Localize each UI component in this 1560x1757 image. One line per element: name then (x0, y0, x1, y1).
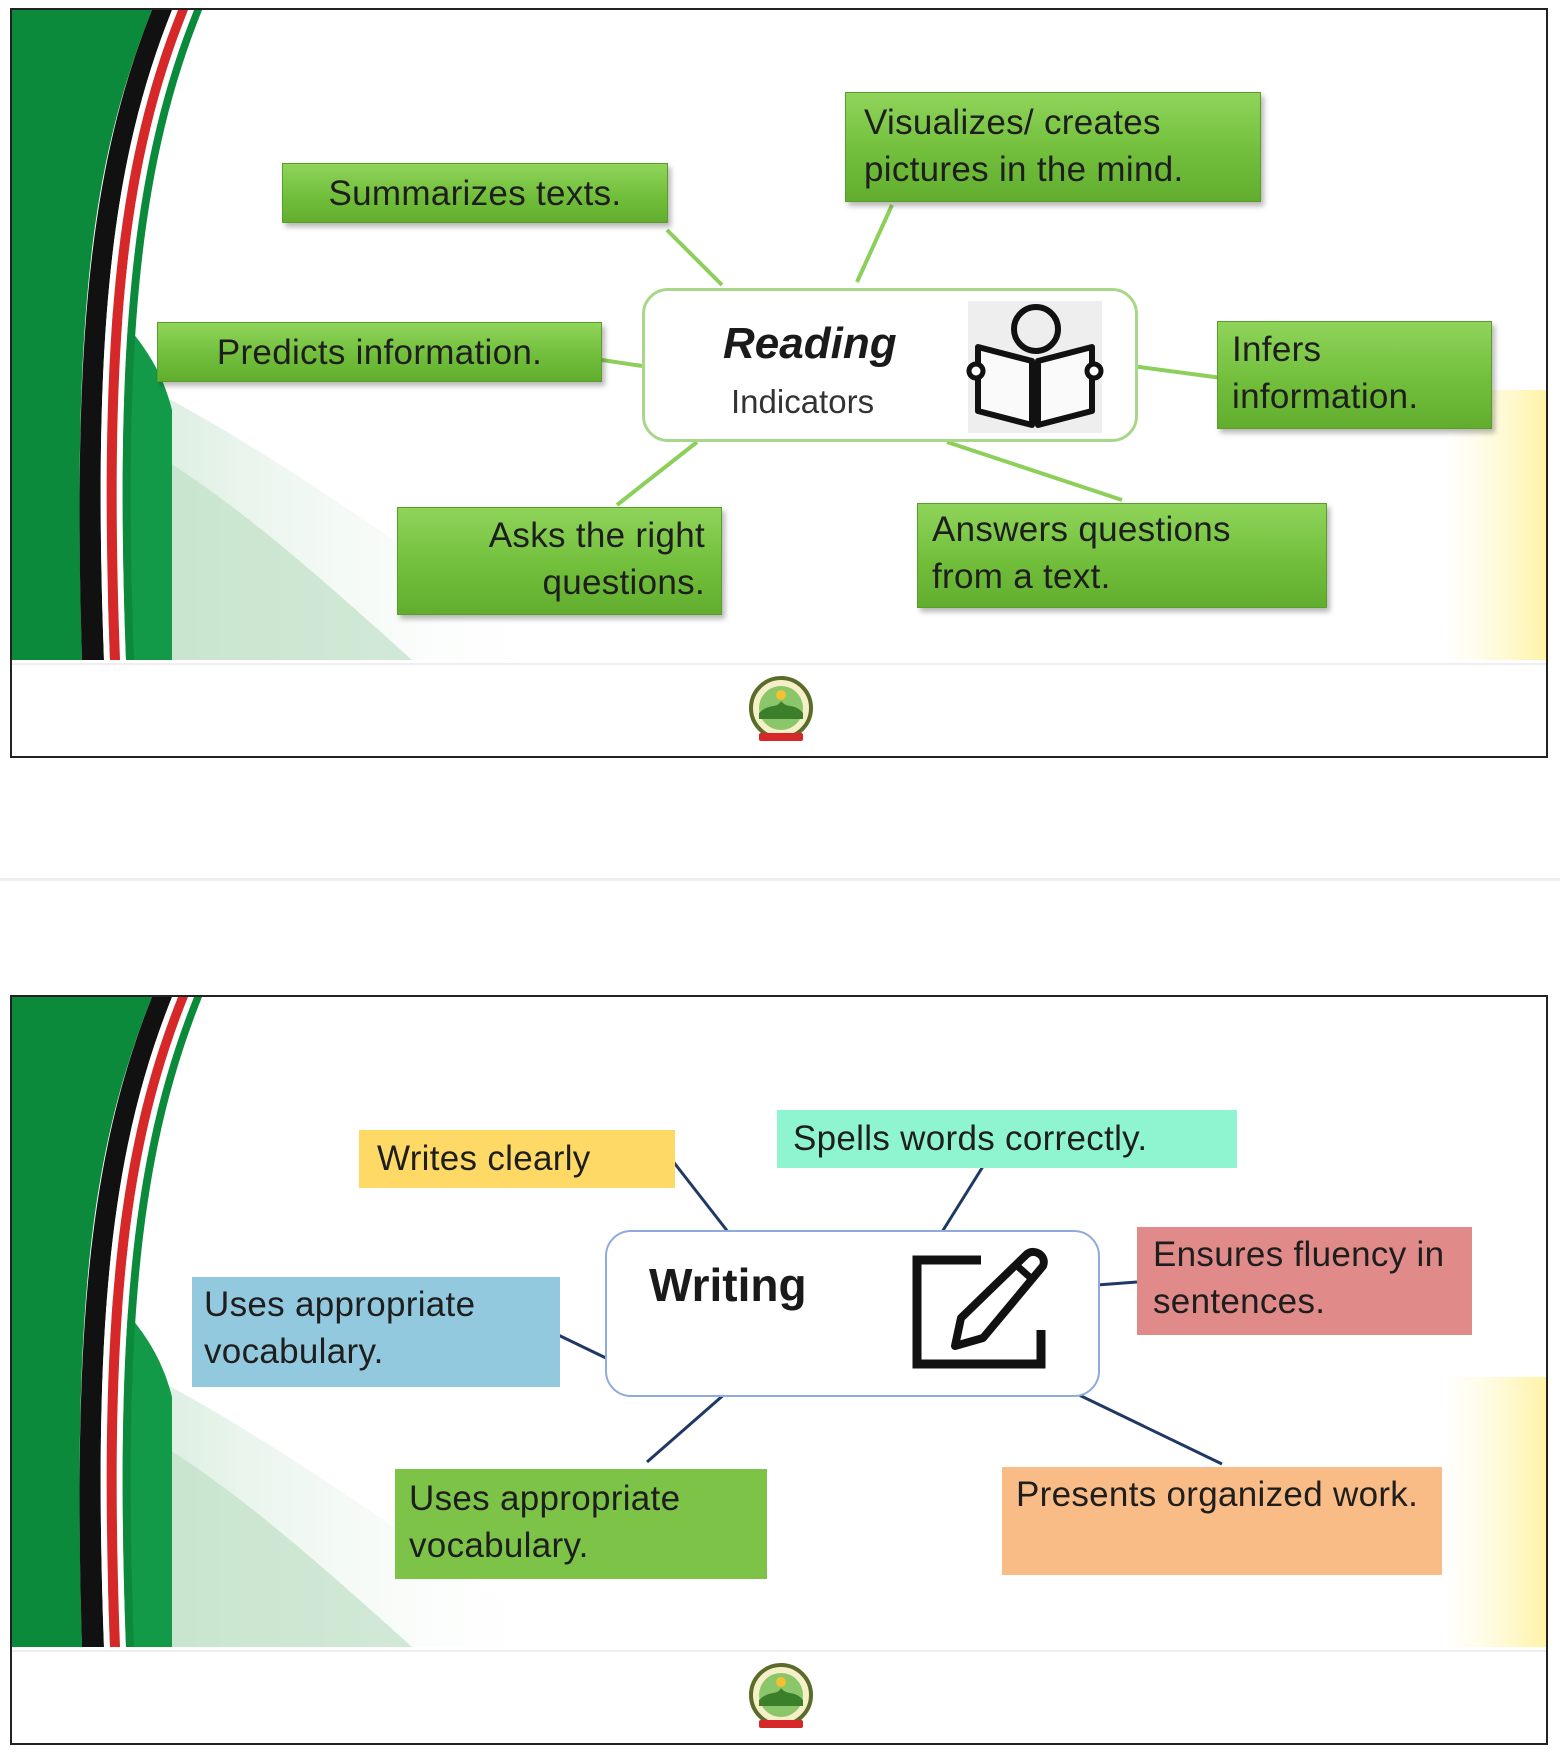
writing-slide (10, 995, 1548, 1745)
node-visualizes (845, 92, 1261, 202)
connector-infers (1132, 366, 1222, 378)
node-visualizes-text: Visualizes/ creates pictures in the mind. (864, 103, 1184, 189)
node-fluency (1137, 1227, 1472, 1335)
node-writes-clearly-text: Writes clearly (377, 1139, 591, 1178)
writing-hub-title: Writing (649, 1259, 807, 1311)
node-predicts (157, 322, 602, 382)
node-spells (777, 1110, 1237, 1168)
node-asks (397, 507, 722, 615)
pen-edit-icon (903, 1246, 1053, 1376)
node-summarizes (282, 163, 668, 223)
connector-vocab-green (647, 1392, 727, 1462)
reading-hub (642, 288, 1138, 442)
connector-visualizes (857, 205, 892, 282)
node-vocab-blue-text: Uses appropriate vocabulary. (204, 1285, 476, 1371)
node-answers-text: Answers questions from a text. (932, 510, 1231, 596)
coat-of-arms-emblem-icon (745, 675, 817, 747)
coat-of-arms-emblem-icon-2 (745, 1662, 817, 1734)
node-vocab-green-text: Uses appropriate vocabulary. (409, 1479, 681, 1565)
node-asks-text: Asks the right questions. (488, 516, 705, 602)
reading-hub-title: Reading (723, 319, 897, 368)
slide-separator (0, 878, 1560, 881)
reader-book-icon (960, 297, 1110, 437)
node-infers (1217, 321, 1492, 429)
node-writes-clearly (359, 1130, 675, 1188)
connector-writes-clearly (672, 1160, 732, 1237)
node-predicts-text: Predicts information. (216, 333, 543, 372)
connector-spells (942, 1160, 987, 1232)
node-spells-text: Spells words correctly. (793, 1119, 1148, 1158)
connector-fluency (1097, 1282, 1137, 1285)
connector-asks (617, 442, 697, 505)
node-vocab-blue (192, 1277, 560, 1387)
node-vocab-green (395, 1469, 767, 1579)
connector-vocab-blue (552, 1332, 608, 1359)
node-organized-text: Presents organized work. (1016, 1475, 1419, 1514)
connector-answers (947, 442, 1122, 500)
yellow-right-accent-2 (1442, 1377, 1548, 1647)
node-summarizes-text: Summarizes texts. (328, 174, 622, 213)
connector-summarizes (667, 230, 722, 285)
reading-hub-subtitle: Indicators (731, 383, 875, 420)
node-infers-text: Infers information. (1232, 330, 1419, 416)
connector-organized (1077, 1394, 1222, 1464)
node-answers (917, 503, 1327, 608)
reading-slide (10, 8, 1548, 758)
writing-hub (605, 1230, 1100, 1397)
yellow-right-accent (1442, 390, 1548, 660)
node-organized (1002, 1467, 1442, 1575)
connector-predicts (602, 360, 642, 366)
node-fluency-text: Ensures fluency in sentences. (1153, 1235, 1445, 1321)
